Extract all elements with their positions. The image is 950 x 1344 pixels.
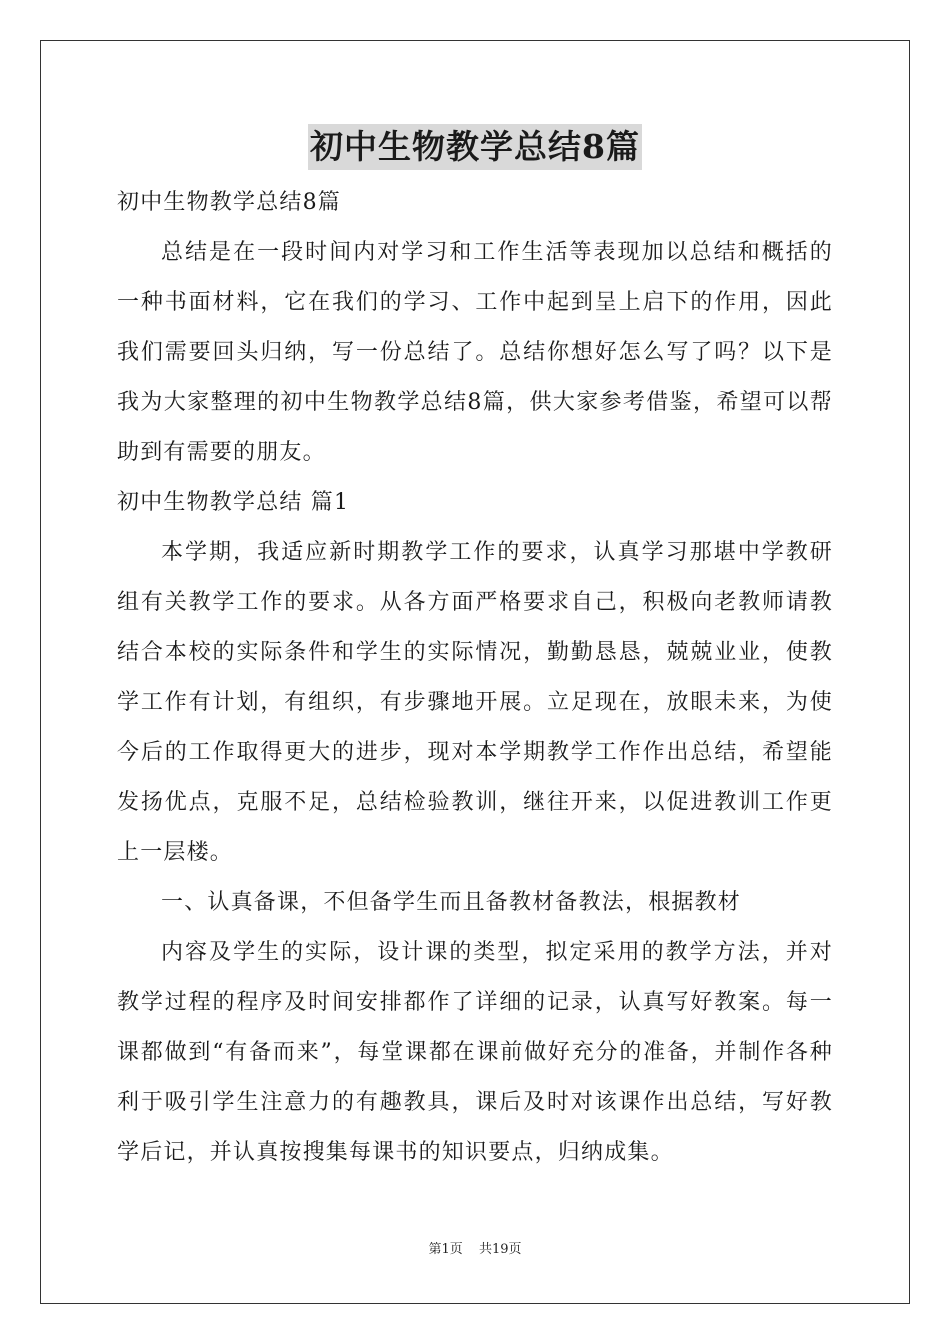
title-container xyxy=(0,124,950,170)
page-number: 第1页 xyxy=(428,1242,463,1257)
paragraph-0: 初中生物教学总结8篇 xyxy=(117,190,341,215)
page-footer xyxy=(0,1238,950,1257)
document-body xyxy=(117,178,833,1178)
paragraph-1: 总结是在一段时间内对学习和工作生活等表现加以总结和概括的一种书面材料，它在我们的学习、工作中起到呈上启下的作用，因此我们需要回头归纳，写一份总结了。总结你想好怎么写了吗？以下是我为大家整理的初中生物教学总结8篇，供大家参考借鉴，希望可以帮助到有需要的朋友。 xyxy=(117,240,833,465)
page-total: 共19页 xyxy=(478,1242,522,1257)
paragraph-3: 本学期，我适应新时期教学工作的要求，认真学习那堪中学教研组有关教学工作的要求。从各方面严格要求自己，积极向老教师请教结合本校的实际条件和学生的实际情况，勤勤恳恳，兢兢业业，使教学工作有计划，有组织，有步骤地开展。立足现在，放眼未来，为使今后的工作取得更大的进步，现对本学期教学工作作出总结，希望能发扬优点，克服不足，总结检验教训，继往开来，以促进教训工作更上一层楼。 xyxy=(117,540,833,865)
paragraph-5: 内容及学生的实际，设计课的类型，拟定采用的教学方法，并对教学过程的程序及时间安排都作了详细的记录，认真写好教案。每一课都做到“有备而来”，每堂课都在课前做好充分的准备，并制作各种利于吸引学生注意力的有趣教具，课后及时对该课作出总结，写好教学后记，并认真按搜集每课书的知识要点，归纳成集。 xyxy=(117,940,833,1165)
paragraph-2: 初中生物教学总结 篇1 xyxy=(117,490,350,515)
paragraph-4: 一、认真备课，不但备学生而且备教材备教法，根据教材 xyxy=(161,890,742,915)
document-title: 初中生物教学总结8篇 xyxy=(308,124,642,170)
